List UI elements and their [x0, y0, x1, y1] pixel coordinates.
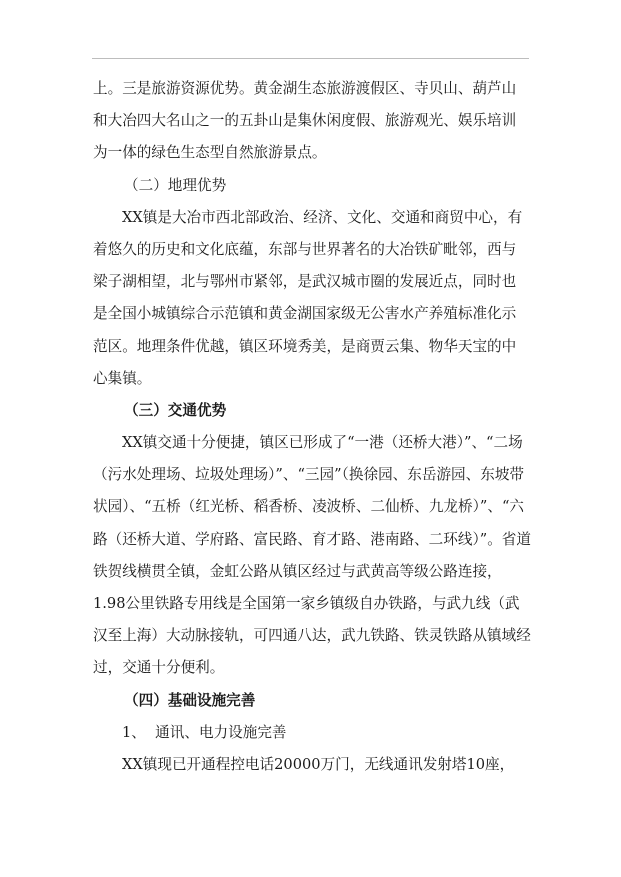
text-line: XX镇交通十分便捷，镇区已形成了“一港（还桥大港）”、“二场: [122, 434, 523, 452]
text-line: XX镇现已开通程控电话20000万门，无线通讯发射塔10座，: [122, 755, 515, 773]
section-heading-transport: （三）交通优势: [124, 401, 227, 419]
text-line: 梁子湖相望，北与鄂州市紧邻，是武汉城市圈的发展近点，同时也: [93, 273, 517, 291]
section-heading-geography: （二）地理优势: [124, 176, 227, 194]
text-line: 和大冶四大名山之一的五卦山是集休闲度假、旅游观光、娱乐培训: [93, 112, 517, 130]
text-line: 汉至上海）大动脉接轨，可四通八达，武九铁路、铁灵铁路从镇域经: [93, 627, 531, 645]
text-line: （污水处理场、垃圾处理场）”、“三园”（换徐园、东岳游园、东坡带: [93, 466, 525, 484]
text-line: 上。三是旅游资源优势。黄金湖生态旅游渡假区、寺贝山、葫芦山: [93, 80, 517, 97]
text-line: 是全国小城镇综合示范镇和黄金湖国家级无公害水产养殖标准化示: [93, 305, 517, 323]
text-line: 心集镇。: [93, 369, 152, 387]
text-line: 状园）、“五桥（红光桥、稻香桥、凌波桥、二仙桥、九龙桥）”、“六: [93, 498, 525, 516]
text-line: 着悠久的历史和文化底蕴，东部与世界著名的大冶铁矿毗邻，西与: [93, 240, 517, 258]
header-rule: [92, 58, 529, 59]
text-line: 过，交通十分便利。: [93, 659, 225, 677]
subsection-heading-telecom-power: 1、 通讯、电力设施完善: [122, 723, 287, 741]
text-line: 1.98公里铁路专用线是全国第一家乡镇级自办铁路，与武九线（武: [93, 595, 520, 612]
text-line: 为一体的绿色生态型自然旅游景点。: [93, 144, 327, 162]
text-line: 路（还桥大道、学府路、富民路、育才路、港南路、二环线）”。省道: [93, 530, 531, 548]
section-heading-infrastructure: （四）基础设施完善: [124, 691, 256, 709]
text-line: 铁贺线横贯全镇，金虹公路从镇区经过与武黄高等级公路连接，: [93, 562, 502, 580]
text-line: XX镇是大冶市西北部政治、经济、文化、交通和商贸中心，有: [122, 208, 523, 226]
body-text: [93, 73, 533, 781]
text-line: 范区。地理条件优越，镇区环境秀美，是商贾云集、物华天宝的中: [93, 337, 517, 355]
